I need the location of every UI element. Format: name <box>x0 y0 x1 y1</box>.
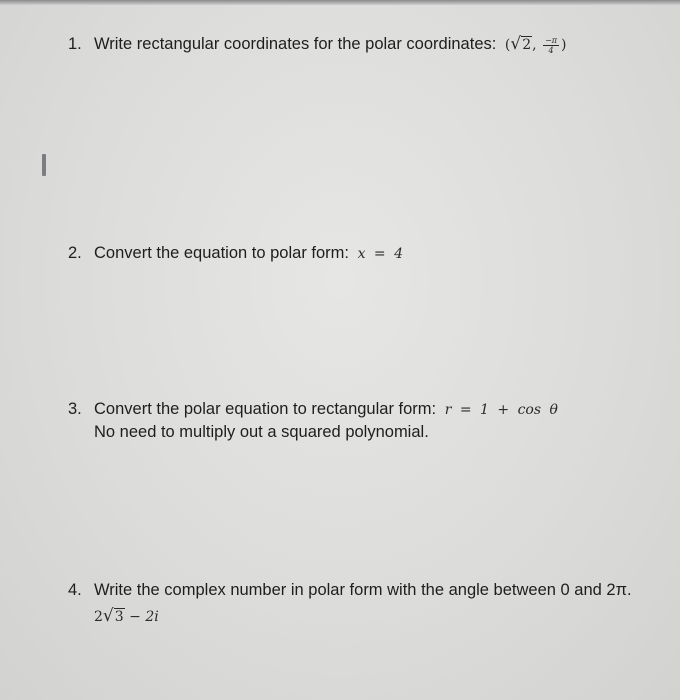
problem-2 <box>68 242 403 265</box>
page-top-edge <box>0 0 680 5</box>
problem-number: 4. <box>68 581 82 599</box>
equation-expression: x = 4 <box>357 246 404 262</box>
complex-number-expression: 2√3 − 2i <box>94 606 159 626</box>
problem-text: Convert the polar equation to rectangular form: <box>94 400 437 418</box>
problem-3 <box>68 398 558 443</box>
angle-fraction: $\frac{-\pi}{4}$ <box>545 35 558 55</box>
problem-text: Write the complex number in polar form with the angle between 0 and 2π. <box>94 581 632 599</box>
problem-note: No need to multiply out a squared polynomial. <box>94 423 429 441</box>
problem-1 <box>68 33 567 56</box>
problem-4 <box>68 579 632 628</box>
square-root: √3 <box>102 606 124 626</box>
problem-number: 1. <box>68 35 82 53</box>
problem-number: 3. <box>68 400 82 418</box>
polar-coordinate-expression: (√2, $\frac{-\pi}{4}$ ) <box>504 34 567 55</box>
polar-equation-expression: r = 1 + cos θ <box>444 402 558 418</box>
problem-number: 2. <box>68 244 82 262</box>
problem-text: Write rectangular coordinates for the polar coordinates: <box>94 35 497 53</box>
square-root: √2 <box>510 34 532 54</box>
text-cursor-marker <box>42 154 46 176</box>
problem-text: Convert the equation to polar form: <box>94 244 349 262</box>
